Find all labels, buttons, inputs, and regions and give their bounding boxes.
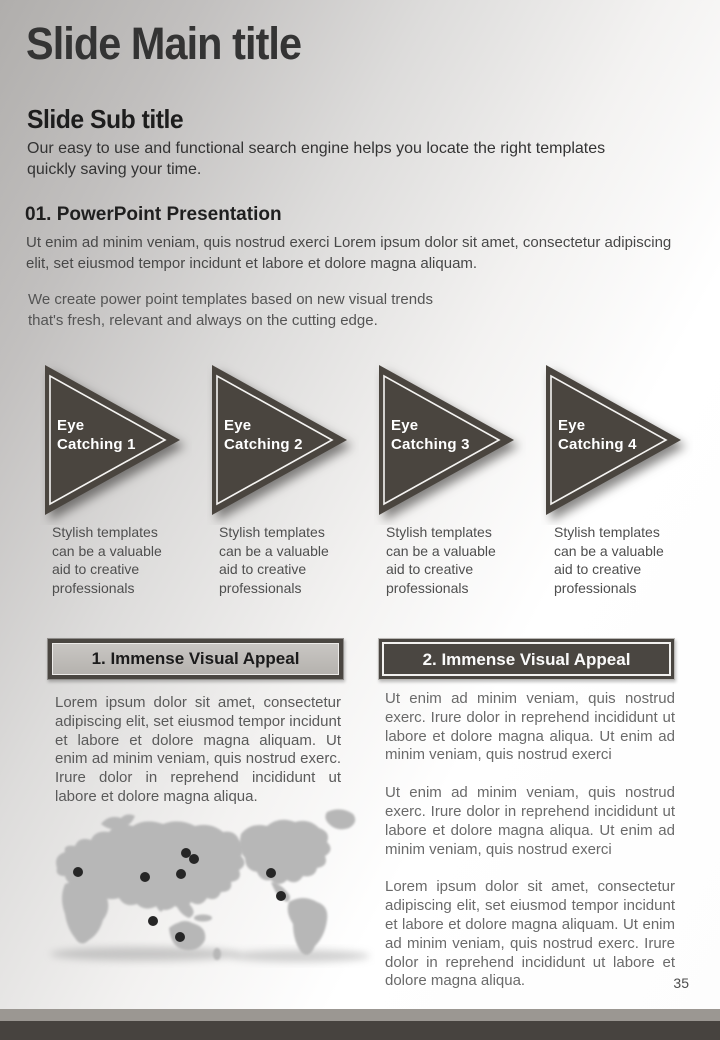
triangle-caption-1: Stylish templates can be a valuable aid to creative professionals <box>52 524 162 596</box>
sub-title-body: Our easy to use and functional search engine helps you locate the right templates quickly saving your time. <box>27 140 606 178</box>
paragraph: Ut enim ad minim veniam, quis nostrud exerc. Irure dolor in reprehend incididunt ut labore et dolore magna aliqua. Ut enim ad minim veniam, quis nostrud exerci <box>385 690 675 764</box>
triangle-label: Eye Catching 1 <box>57 417 136 453</box>
eye-catching-shape-3 <box>374 360 526 525</box>
panel-header-immense-visual-appeal-2 <box>378 638 675 680</box>
right-column-text <box>385 690 675 991</box>
panel-header-label: 1. Immense Visual Appeal <box>52 643 339 675</box>
section-body-2: We create power point templates based on new visual trends that's fresh, relevant and always on the cutting edge. <box>28 291 433 329</box>
paragraph: Ut enim ad minim veniam, quis nostrud exerc. Irure dolor in reprehend incididunt ut labore et dolore magna aliqua. Ut enim ad minim veniam, quis nostrud exerci <box>385 784 675 858</box>
section-body-1: Ut enim ad minim veniam, quis nostrud exerci Lorem ipsum dolor sit amet, consectetur adipiscing elit, set eiusmod tempor incidunt et labore et dolore magna aliquam. <box>26 234 672 272</box>
page-title: Slide Main title <box>26 18 302 69</box>
paragraph: Lorem ipsum dolor sit amet, consectetur adipiscing elit, set eiusmod tempor incidunt et labore et dolore magna aliquam. Ut enim ad minim veniam, quis nostrud exerc. Irure dolor in reprehend incididunt ut labore et dolore magna aliqua. <box>55 694 341 805</box>
world-map-image <box>35 806 375 968</box>
page-number: 35 <box>673 975 689 991</box>
left-column-text <box>55 694 341 807</box>
triangle-caption-4: Stylish templates can be a valuable aid to creative professionals <box>554 524 664 596</box>
eye-catching-shape-4 <box>541 360 693 525</box>
triangle-label: Eye Catching 2 <box>224 417 303 453</box>
old-world-continents <box>56 814 245 960</box>
triangle-label: Eye Catching 4 <box>558 417 637 453</box>
section-heading: 01. PowerPoint Presentation <box>25 204 282 225</box>
footer-gray-bar <box>0 1009 720 1021</box>
panel-header-immense-visual-appeal-1 <box>47 638 344 680</box>
eye-catching-shape-1 <box>40 360 192 525</box>
paragraph: Lorem ipsum dolor sit amet, consectetur adipiscing elit, set eiusmod tempor incidunt et labore et dolore magna aliquam. Ut enim ad minim veniam, quis nostrud exerc. Irure dolor in reprehend incididunt ut labore et dolore magna aliqua. <box>385 878 675 990</box>
eye-catching-shape-2 <box>207 360 359 525</box>
americas-continents <box>240 809 356 954</box>
triangle-label: Eye Catching 3 <box>391 417 470 453</box>
sub-title: Slide Sub title <box>27 104 184 134</box>
triangle-caption-3: Stylish templates can be a valuable aid to creative professionals <box>386 524 496 596</box>
panel-header-label: 2. Immense Visual Appeal <box>382 642 671 676</box>
footer-dark-bar <box>0 1021 720 1040</box>
triangle-caption-2: Stylish templates can be a valuable aid to creative professionals <box>219 524 329 596</box>
